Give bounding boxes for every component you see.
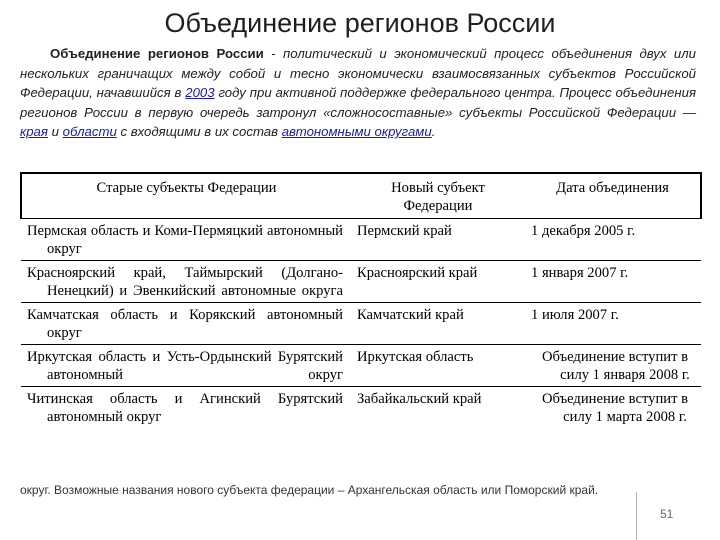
old-subjects-cell: Пермская область и Коми-Пермяцкий автономный округ <box>21 219 351 261</box>
header-merge-date: Дата объединения <box>525 173 701 219</box>
intro-text-1: - политический и экономический процесс объединения двух или нескольких граничащих между собой и тесно экономически взаимосвязанных субъектов Российской Федерации, начавшийся в <box>20 46 696 101</box>
merge-date-cell: Объединение вступит в силу 1 января 2008 г. <box>525 345 701 387</box>
slide-title: Объединение регионов России <box>164 8 556 38</box>
table-row <box>21 219 701 261</box>
intro-paragraph <box>20 44 696 142</box>
old-subjects-cell: Красноярский край, Таймырский (Долгано-Ненецкий) и Эвенкийский автономные округа <box>21 261 351 303</box>
page-divider <box>636 492 637 540</box>
new-subject-cell: Иркутская область <box>351 345 525 387</box>
merge-date-cell: Объединение вступит в силу 1 марта 2008 г. <box>525 387 701 429</box>
footer-note: округ. Возможные названия нового субъекта федерации – Архангельская область или Поморский край. <box>20 483 599 497</box>
page-number: 51 <box>660 507 674 521</box>
table-header-row <box>21 173 701 219</box>
intro-text-2: году при активной поддержке федерального центра. Процесс объединения регионов России в первую очередь затронул «сложносоставные» субъекты Российской Федерации — <box>20 85 697 120</box>
old-subjects-cell: Иркутская область и Усть-Ордынский Бурятский автономный округ <box>21 345 351 387</box>
intro-text-4: с входящими в их состав <box>116 124 282 140</box>
regions-merger-table <box>20 172 702 428</box>
table-row <box>21 261 701 303</box>
new-subject-cell: Красноярский край <box>351 261 525 303</box>
merge-date-cell: 1 декабря 2005 г. <box>525 219 701 261</box>
header-old-subjects: Старые субъекты Федерации <box>21 173 351 219</box>
intro-text-5: . <box>431 124 436 140</box>
new-subject-cell: Камчатский край <box>351 303 525 345</box>
new-subject-cell: Забайкальский край <box>351 387 525 429</box>
new-subject-cell: Пермский край <box>351 219 525 261</box>
merge-date-cell: 1 июля 2007 г. <box>525 303 701 345</box>
link-year-2003[interactable]: 2003 <box>185 85 215 101</box>
old-subjects-cell: Камчатская область и Корякский автономный округ <box>21 303 351 345</box>
intro-lead: Объединение регионов России <box>50 46 264 61</box>
table-row <box>21 387 701 429</box>
table-row <box>21 345 701 387</box>
intro-text-3: и <box>47 124 63 140</box>
link-kraya[interactable]: края <box>20 124 48 140</box>
merge-date-cell: 1 января 2007 г. <box>525 261 701 303</box>
old-subjects-cell: Читинская область и Агинский Бурятский автономный округ <box>21 387 351 429</box>
table-row <box>21 303 701 345</box>
link-avtonomnye-okruga[interactable]: автономными округами <box>281 124 432 140</box>
link-oblasti[interactable]: области <box>62 124 117 140</box>
header-new-subject: Новый субъект Федерации <box>351 173 525 219</box>
